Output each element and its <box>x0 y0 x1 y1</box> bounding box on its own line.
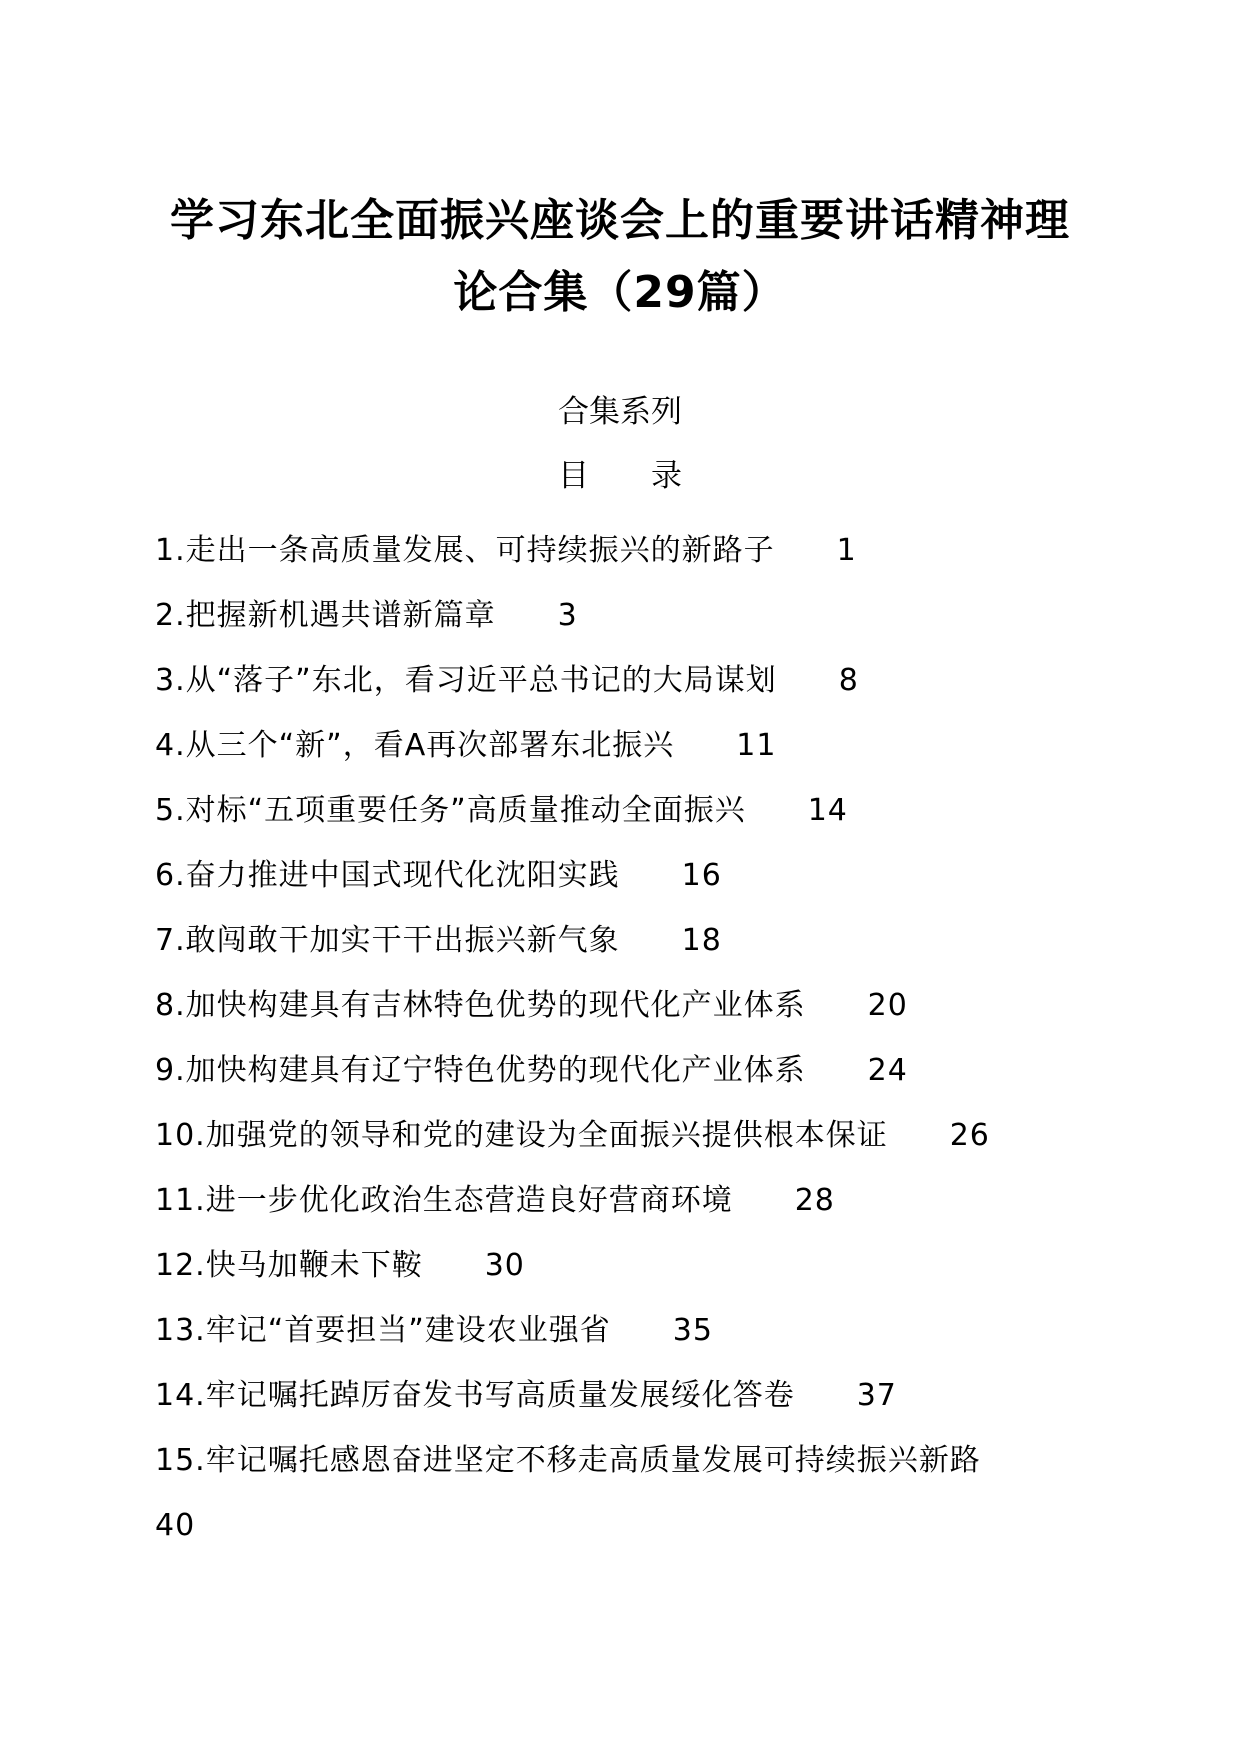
toc-entry-title: 1.走出一条高质量发展、可持续振兴的新路子 <box>155 533 775 568</box>
toc-entry-page: 1 <box>836 533 857 568</box>
toc-entry-title: 5.对标“五项重要任务”高质量推动全面振兴 <box>155 793 746 828</box>
toc-entry[interactable] <box>155 1363 1095 1428</box>
toc-entry-page: 37 <box>856 1378 897 1413</box>
toc-entry-page: 30 <box>484 1248 525 1283</box>
toc-entry-page: 26 <box>949 1118 990 1153</box>
toc-entry[interactable] <box>155 648 1095 713</box>
toc-entry-page: 8 <box>838 663 859 698</box>
toc-entry[interactable] <box>155 1168 1095 1233</box>
toc-entry[interactable] <box>155 1428 1095 1558</box>
series-label: 合集系列 <box>558 394 682 430</box>
toc-entry-page: 20 <box>867 988 908 1023</box>
toc-entry[interactable] <box>155 1233 1095 1298</box>
toc-entry[interactable] <box>155 843 1095 908</box>
title-line-1: 学习东北全面振兴座谈会上的重要讲话精神理 <box>170 195 1070 246</box>
toc-heading <box>140 456 1100 496</box>
toc-entry-title: 9.加快构建具有辽宁特色优势的现代化产业体系 <box>155 1053 806 1088</box>
toc-entry-title: 3.从“落子”东北，看习近平总书记的大局谋划 <box>155 663 777 698</box>
table-of-contents <box>155 518 1095 1558</box>
toc-entry-page: 40 <box>155 1508 196 1543</box>
toc-entry[interactable] <box>155 1298 1095 1363</box>
toc-entry[interactable] <box>155 908 1095 973</box>
toc-entry-page: 14 <box>807 793 848 828</box>
toc-entry[interactable] <box>155 778 1095 843</box>
toc-entry-page: 16 <box>681 858 722 893</box>
toc-entry-page: 24 <box>867 1053 908 1088</box>
toc-entry[interactable] <box>155 973 1095 1038</box>
toc-heading-part-1: 目 <box>558 458 589 494</box>
toc-entry-title: 7.敢闯敢干加实干干出振兴新气象 <box>155 923 620 958</box>
toc-entry-title: 10.加强党的领导和党的建设为全面振兴提供根本保证 <box>155 1118 888 1153</box>
toc-entry-title: 15.牢记嘱托感恩奋进坚定不移走高质量发展可持续振兴新路 <box>155 1443 981 1478</box>
toc-entry[interactable] <box>155 518 1095 583</box>
document-title <box>140 185 1100 329</box>
toc-entry-title: 13.牢记“首要担当”建设农业强省 <box>155 1313 611 1348</box>
toc-entry[interactable] <box>155 1103 1095 1168</box>
toc-entry-page: 3 <box>557 598 578 633</box>
toc-entry-title: 2.把握新机遇共谱新篇章 <box>155 598 496 633</box>
toc-entry-title: 6.奋力推进中国式现代化沈阳实践 <box>155 858 620 893</box>
toc-entry-page: 35 <box>672 1313 713 1348</box>
toc-entry[interactable] <box>155 1038 1095 1103</box>
toc-entry-title: 4.从三个“新”，看A再次部署东北振兴 <box>155 728 675 763</box>
toc-entry-title: 8.加快构建具有吉林特色优势的现代化产业体系 <box>155 988 806 1023</box>
toc-entry-page: 18 <box>681 923 722 958</box>
toc-entry[interactable] <box>155 583 1095 648</box>
toc-entry-page: 11 <box>736 728 777 763</box>
toc-entry-page: 28 <box>794 1183 835 1218</box>
toc-entry-title: 14.牢记嘱托踔厉奋发书写高质量发展绥化答卷 <box>155 1378 795 1413</box>
toc-entry[interactable] <box>155 713 1095 778</box>
toc-heading-part-2: 录 <box>651 458 682 494</box>
title-line-2: 论合集（29篇） <box>453 267 787 318</box>
toc-entry-title: 11.进一步优化政治生态营造良好营商环境 <box>155 1183 733 1218</box>
toc-entry-title: 12.快马加鞭未下鞍 <box>155 1248 423 1283</box>
